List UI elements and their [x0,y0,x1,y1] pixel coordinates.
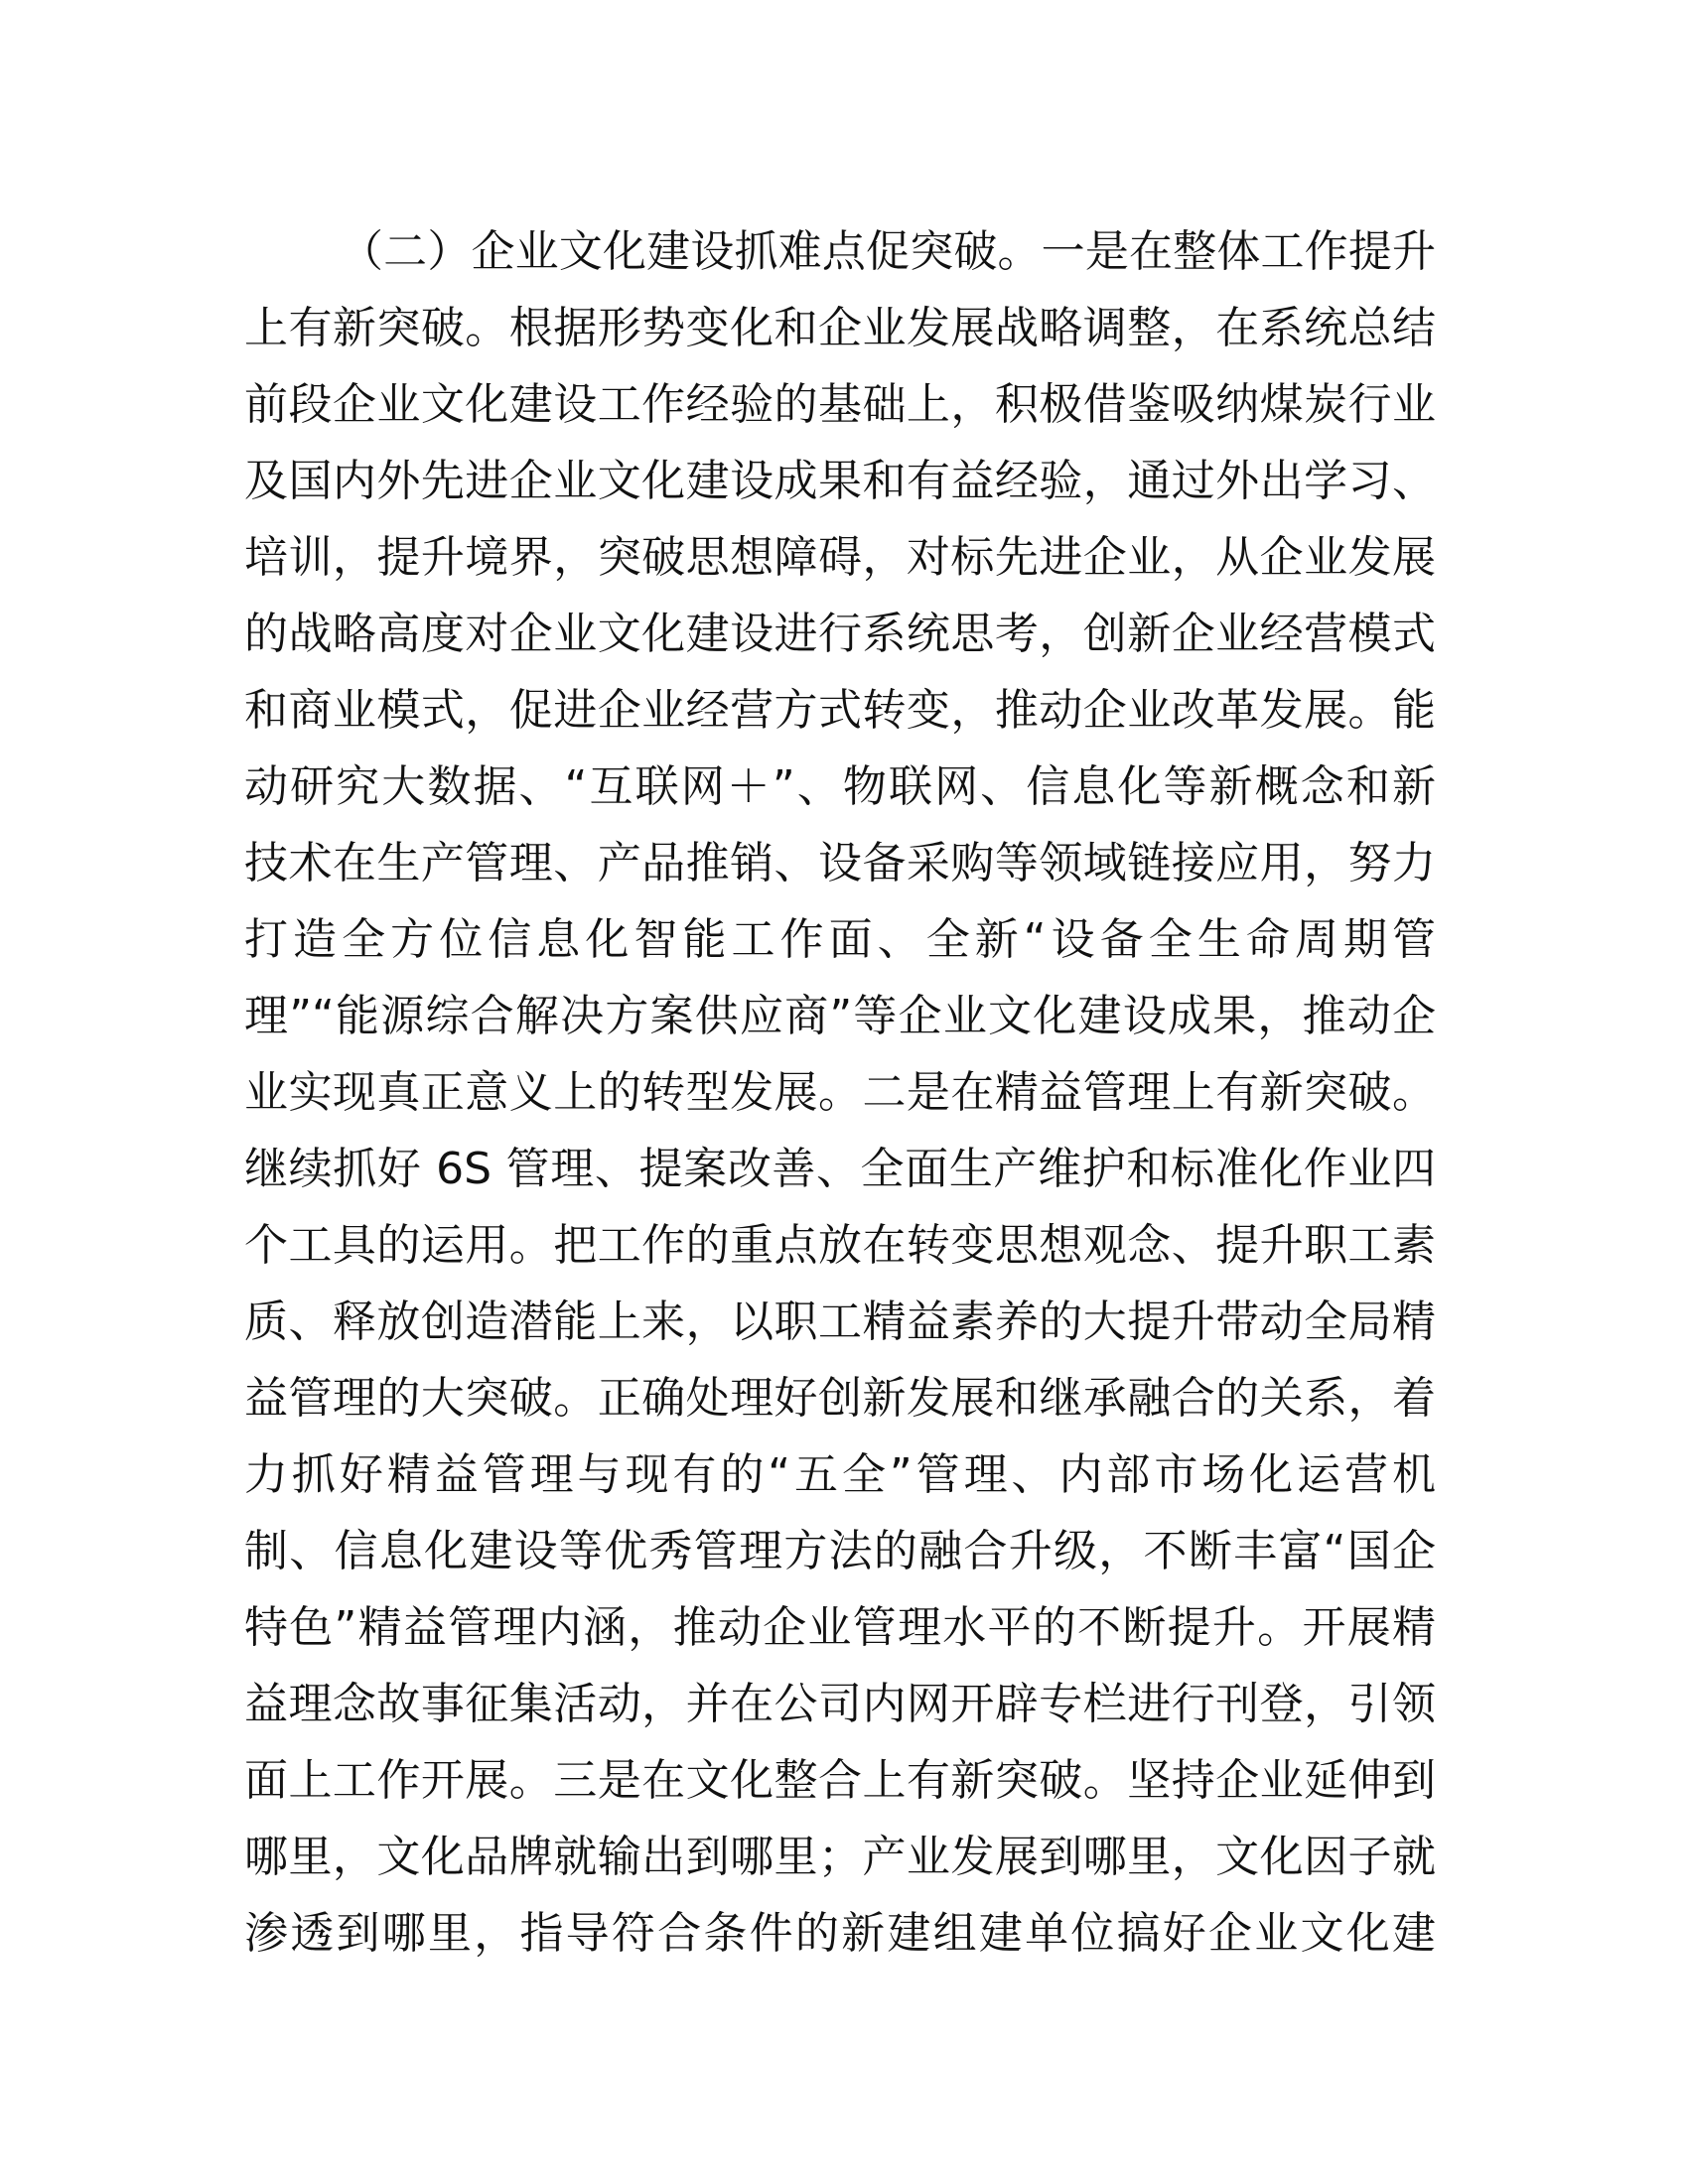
paragraph-line: 打造全方位信息化智能工作面、全新“设备全生命周期管 [244,914,1436,965]
paragraph-line: 益理念故事征集活动，并在公司内网开辟专栏进行刊登，引领 [244,1679,1436,1729]
paragraph-line: 哪里，文化品牌就输出到哪里；产业发展到哪里，文化因子就 [244,1832,1436,1882]
body-paragraph [244,213,1436,1972]
paragraph-line: 面上工作开展。三是在文化整合上有新突破。坚持企业延伸到 [244,1755,1436,1806]
paragraph-line: 培训，提升境界，突破思想障碍，对标先进企业，从企业发展 [244,532,1436,583]
paragraph-line: 理”“能源综合解决方案供应商”等企业文化建设成果，推动企 [244,991,1436,1041]
paragraph-line: 和商业模式，促进企业经营方式转变，推动企业改革发展。能 [244,685,1436,736]
paragraph-line: 渗透到哪里，指导符合条件的新建组建单位搞好企业文化建 [244,1908,1436,1959]
paragraph-line: 前段企业文化建设工作经验的基础上，积极借鉴吸纳煤炭行业 [244,379,1436,430]
paragraph-line: 质、释放创造潜能上来，以职工精益素养的大提升带动全局精 [244,1297,1436,1347]
paragraph-line: 上有新突破。根据形势变化和企业发展战略调整，在系统总结 [244,303,1436,353]
paragraph-line: （二）企业文化建设抓难点促突破。一是在整体工作提升 [340,226,1436,277]
paragraph-line: 力抓好精益管理与现有的“五全”管理、内部市场化运营机 [244,1449,1436,1500]
paragraph-line: 益管理的大突破。正确处理好创新发展和继承融合的关系，着 [244,1373,1436,1424]
paragraph-line: 动研究大数据、“互联网＋”、物联网、信息化等新概念和新 [244,761,1436,812]
paragraph-line: 继续抓好 6S 管理、提案改善、全面生产维护和标准化作业四 [244,1144,1436,1194]
paragraph-line: 制、信息化建设等优秀管理方法的融合升级，不断丰富“国企 [244,1526,1436,1576]
paragraph-line: 个工具的运用。把工作的重点放在转变思想观念、提升职工素 [244,1220,1436,1271]
paragraph-line: 业实现真正意义上的转型发展。二是在精益管理上有新突破。 [244,1067,1436,1118]
paragraph-line: 技术在生产管理、产品推销、设备采购等领域链接应用，努力 [244,838,1436,888]
paragraph-line: 及国内外先进企业文化建设成果和有益经验，通过外出学习、 [244,456,1436,506]
paragraph-line: 特色”精益管理内涵，推动企业管理水平的不断提升。开展精 [244,1602,1436,1653]
paragraph-line: 的战略高度对企业文化建设进行系统思考，创新企业经营模式 [244,609,1436,659]
